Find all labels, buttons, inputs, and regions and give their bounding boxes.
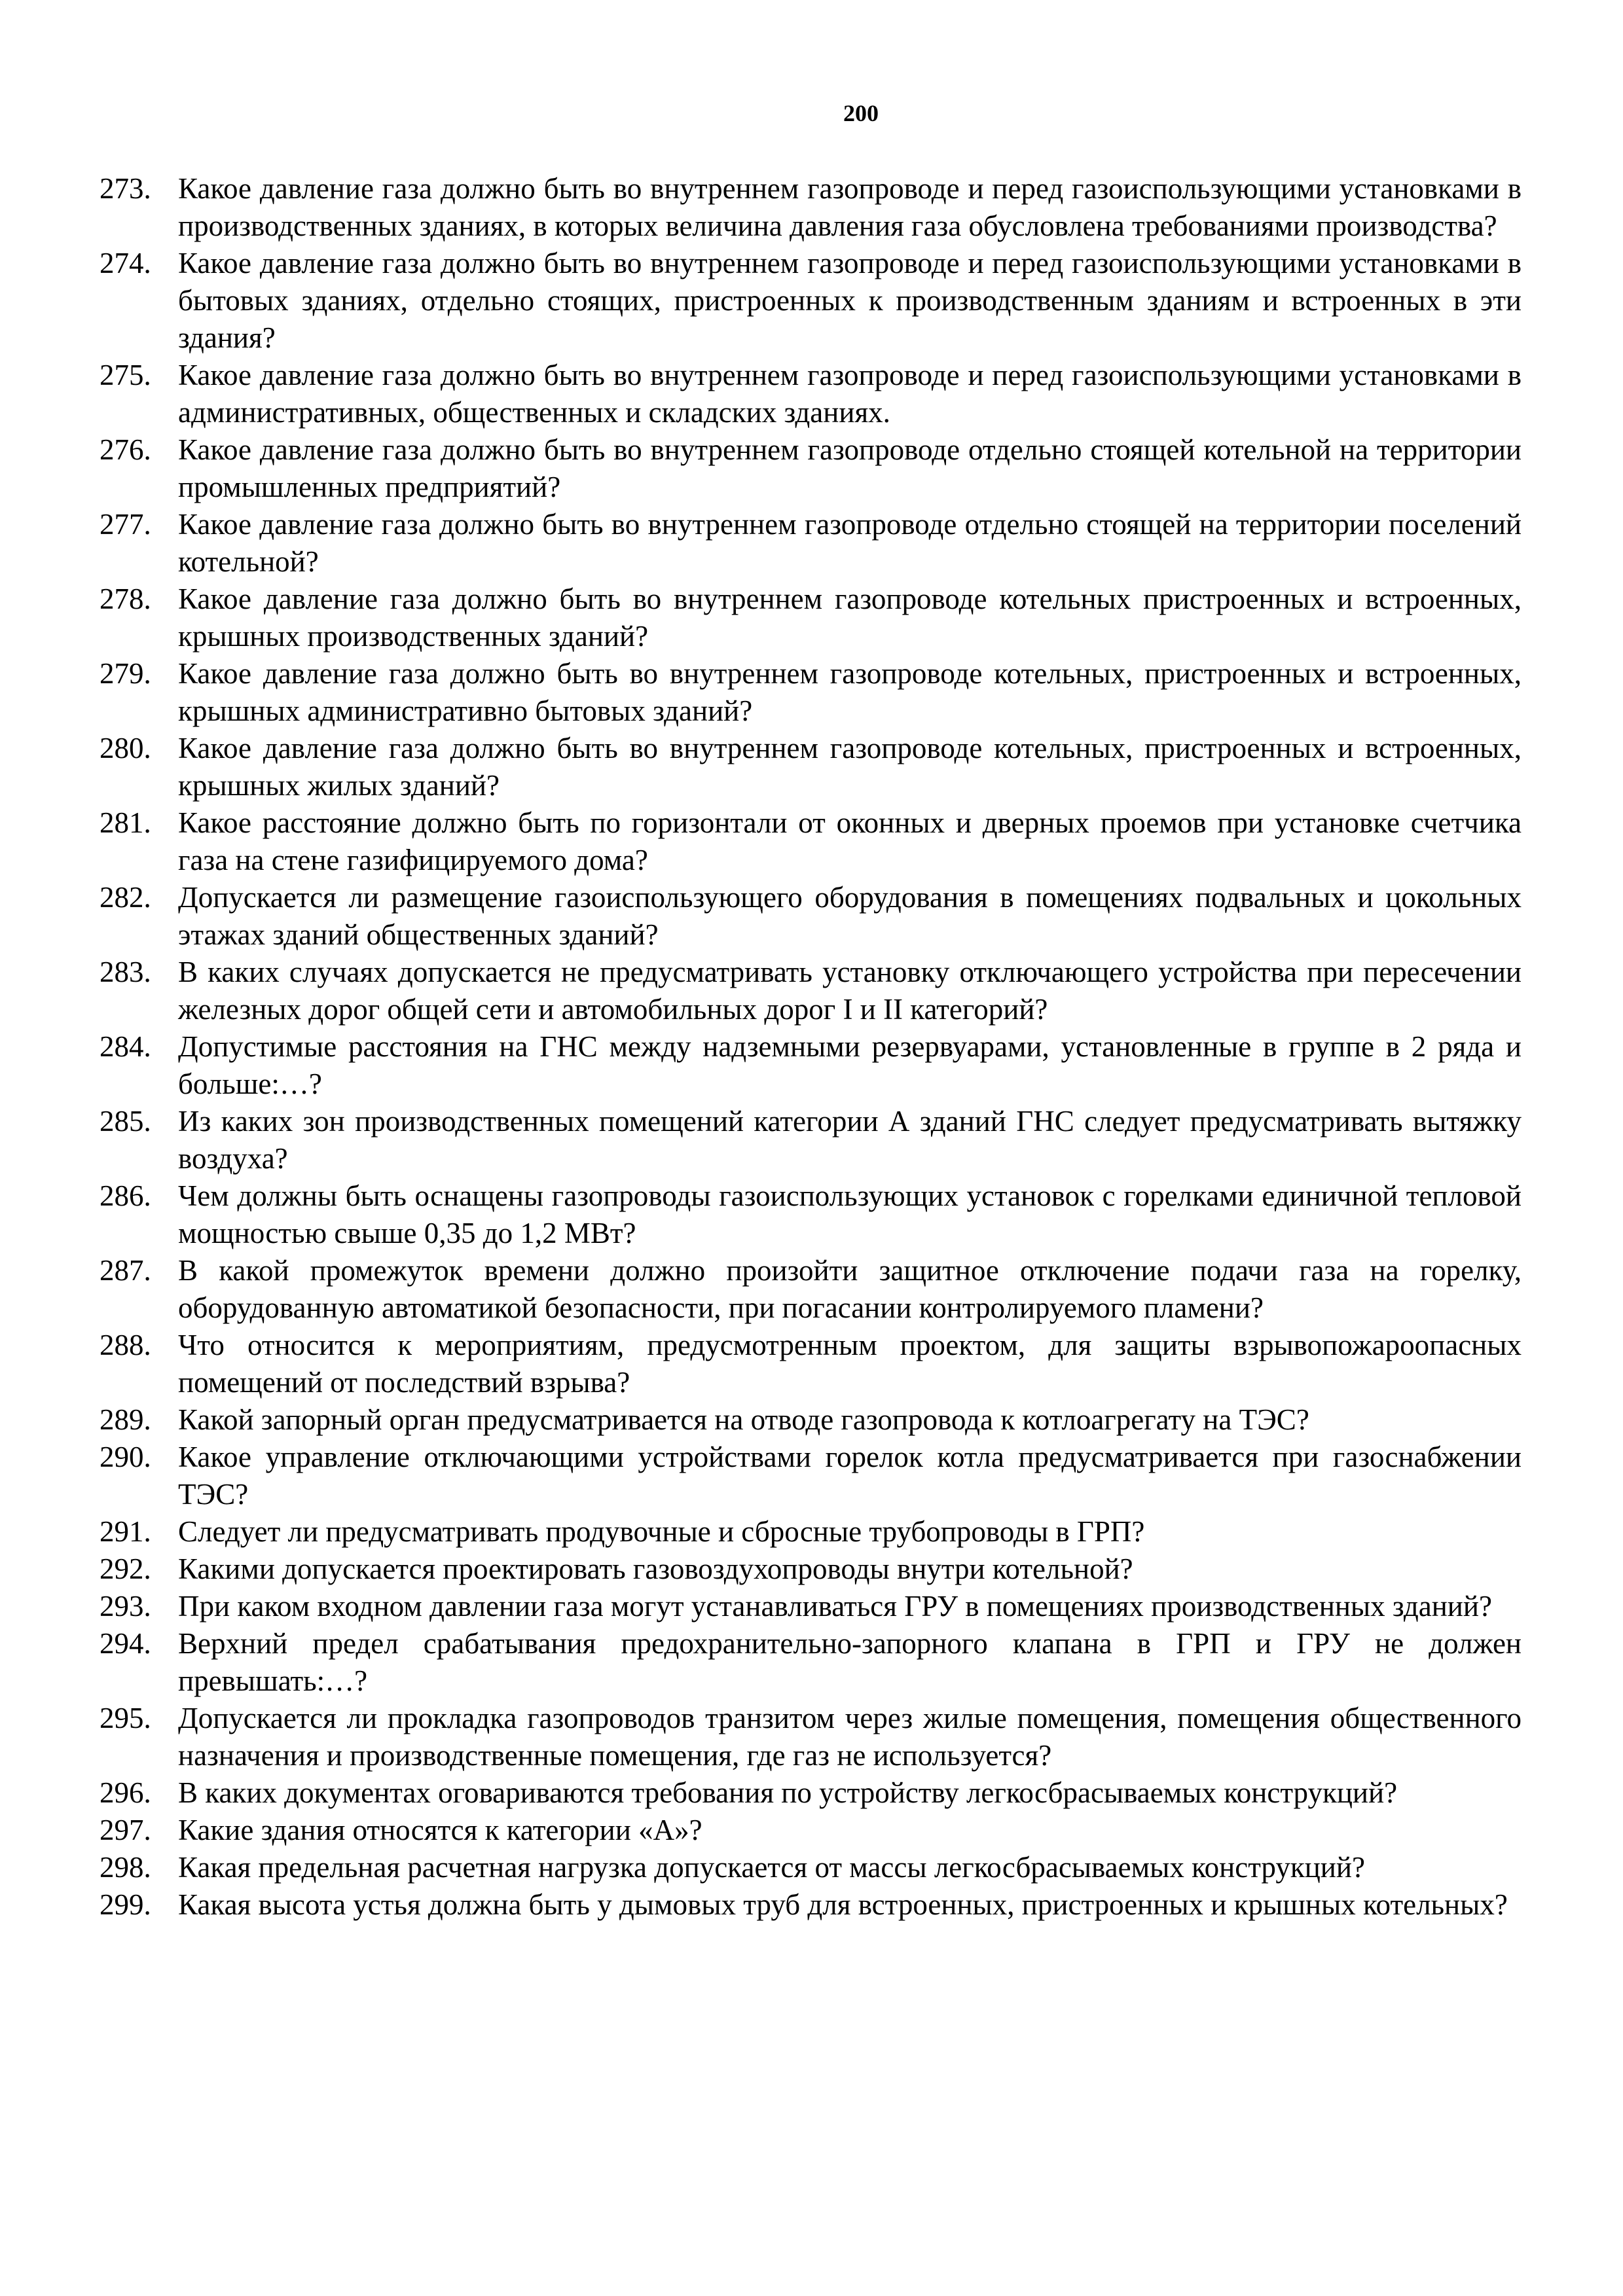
question-item: [100, 1551, 1522, 1588]
question-text: В каких документах оговариваются требования по устройству легкосбрасываемых конструкций?: [178, 1776, 1398, 1809]
question-number: 278.: [100, 583, 151, 615]
question-list: [100, 170, 1522, 1924]
question-number: 297.: [100, 1814, 151, 1846]
question-number: 295.: [100, 1702, 151, 1734]
question-item: [100, 1625, 1522, 1700]
question-item: [100, 1812, 1522, 1849]
question-number: 280.: [100, 732, 151, 764]
question-number: 282.: [100, 881, 151, 914]
question-text: Какое давление газа должно быть во внутреннем газопроводе и перед газоиспользующими установками в административных, общественных и складских зданиях.: [178, 359, 1522, 429]
question-number: 281.: [100, 806, 151, 839]
question-number: 292.: [100, 1552, 151, 1585]
question-number: 288.: [100, 1329, 151, 1361]
question-number: 283.: [100, 956, 151, 988]
question-item: [100, 1886, 1522, 1924]
question-number: 287.: [100, 1254, 151, 1287]
question-text: Следует ли предусматривать продувочные и сбросные трубопроводы в ГРП?: [178, 1515, 1145, 1548]
question-number: 298.: [100, 1851, 151, 1884]
question-item: [100, 1327, 1522, 1401]
question-number: 286.: [100, 1179, 151, 1212]
question-number: 294.: [100, 1627, 151, 1660]
question-item: [100, 357, 1522, 431]
question-item: [100, 1439, 1522, 1513]
question-item: [100, 1177, 1522, 1252]
question-number: 290.: [100, 1441, 151, 1473]
question-text: В каких случаях допускается не предусматривать установку отключающего устройства при пересечении железных дорог общей сети и автомобильных дорог I и II категорий?: [178, 956, 1522, 1026]
question-number: 293.: [100, 1590, 151, 1623]
question-item: [100, 1700, 1522, 1774]
question-text: Допускается ли прокладка газопроводов транзитом через жилые помещения, помещения общественного назначения и производственные помещения, где газ не используется?: [178, 1702, 1522, 1772]
question-text: Какими допускается проектировать газовоздухопроводы внутри котельной?: [178, 1552, 1133, 1585]
question-text: Какое давление газа должно быть во внутреннем газопроводе котельных, пристроенных и встроенных, крышных жилых зданий?: [178, 732, 1522, 802]
question-text: Какое расстояние должно быть по горизонтали от оконных и дверных проемов при установке счетчика газа на стене газифицируемого дома?: [178, 806, 1522, 876]
question-text: Допускается ли размещение газоиспользующего оборудования в помещениях подвальных и цокольных этажах зданий общественных зданий?: [178, 881, 1522, 951]
question-number: 289.: [100, 1403, 151, 1436]
question-item: [100, 431, 1522, 506]
question-text: Какое управление отключающими устройствами горелок котла предусматривается при газоснабжении ТЭС?: [178, 1441, 1522, 1511]
question-text: Из каких зон производственных помещений категории А зданий ГНС следует предусматривать вытяжку воздуха?: [178, 1105, 1522, 1175]
question-number: 276.: [100, 433, 151, 466]
question-item: [100, 581, 1522, 655]
question-text: При каком входном давлении газа могут устанавливаться ГРУ в помещениях производственных зданий?: [178, 1590, 1492, 1623]
question-number: 291.: [100, 1515, 151, 1548]
question-text: Какое давление газа должно быть во внутреннем газопроводе отдельно стоящей котельной на территории промышленных предприятий?: [178, 433, 1522, 503]
question-text: Какие здания относятся к категории «А»?: [178, 1814, 702, 1846]
question-text: Какое давление газа должно быть во внутреннем газопроводе и перед газоиспользующими установками в производственных зданиях, в которых величина давления газа обусловлена требованиями производства?: [178, 172, 1522, 242]
question-item: [100, 879, 1522, 954]
question-item: [100, 655, 1522, 730]
question-item: [100, 804, 1522, 879]
question-item: [100, 1401, 1522, 1439]
question-item: [100, 245, 1522, 357]
question-number: 299.: [100, 1888, 151, 1921]
question-item: [100, 1513, 1522, 1551]
question-item: [100, 1028, 1522, 1103]
question-number: 273.: [100, 172, 151, 205]
question-text: Какая предельная расчетная нагрузка допускается от массы легкосбрасываемых конструкций?: [178, 1851, 1365, 1884]
question-text: Что относится к мероприятиям, предусмотренным проектом, для защиты взрывопожароопасных помещений от последствий взрыва?: [178, 1329, 1522, 1399]
question-text: Какой запорный орган предусматривается на отводе газопровода к котлоагрегату на ТЭС?: [178, 1403, 1309, 1436]
question-number: 285.: [100, 1105, 151, 1138]
question-item: [100, 1774, 1522, 1812]
question-item: [100, 1849, 1522, 1886]
question-text: Допустимые расстояния на ГНС между надземными резервуарами, установленные в группе в 2 ряда и больше:…?: [178, 1030, 1522, 1100]
question-item: [100, 1103, 1522, 1177]
question-number: 284.: [100, 1030, 151, 1063]
page-number: 200: [843, 100, 879, 126]
question-text: Какое давление газа должно быть во внутреннем газопроводе и перед газоиспользующими установками в бытовых зданиях, отдельно стоящих, пристроенных к производственным зданиям и встроенных в эти здания?: [178, 247, 1522, 354]
question-item: [100, 1252, 1522, 1327]
question-item: [100, 170, 1522, 245]
question-item: [100, 730, 1522, 804]
question-number: 296.: [100, 1776, 151, 1809]
question-item: [100, 1588, 1522, 1625]
question-number: 277.: [100, 508, 151, 541]
question-text: Верхний предел срабатывания предохранительно-запорного клапана в ГРП и ГРУ не должен превышать:…?: [178, 1627, 1522, 1697]
question-text: Какая высота устья должна быть у дымовых труб для встроенных, пристроенных и крышных котельных?: [178, 1888, 1508, 1921]
question-number: 279.: [100, 657, 151, 690]
question-item: [100, 954, 1522, 1028]
question-text: Какое давление газа должно быть во внутреннем газопроводе котельных пристроенных и встроенных, крышных производственных зданий?: [178, 583, 1522, 653]
question-text: Какое давление газа должно быть во внутреннем газопроводе котельных, пристроенных и встроенных, крышных административно бытовых зданий?: [178, 657, 1522, 727]
question-text: Чем должны быть оснащены газопроводы газоиспользующих установок с горелками единичной тепловой мощностью свыше 0,35 до 1,2 МВт?: [178, 1179, 1522, 1249]
question-number: 275.: [100, 359, 151, 391]
question-number: 274.: [100, 247, 151, 279]
question-text: В какой промежуток времени должно произойти защитное отключение подачи газа на горелку, оборудованную автоматикой безопасности, при погасании контролируемого пламени?: [178, 1254, 1522, 1324]
question-text: Какое давление газа должно быть во внутреннем газопроводе отдельно стоящей на территории поселений котельной?: [178, 508, 1522, 578]
question-item: [100, 506, 1522, 581]
